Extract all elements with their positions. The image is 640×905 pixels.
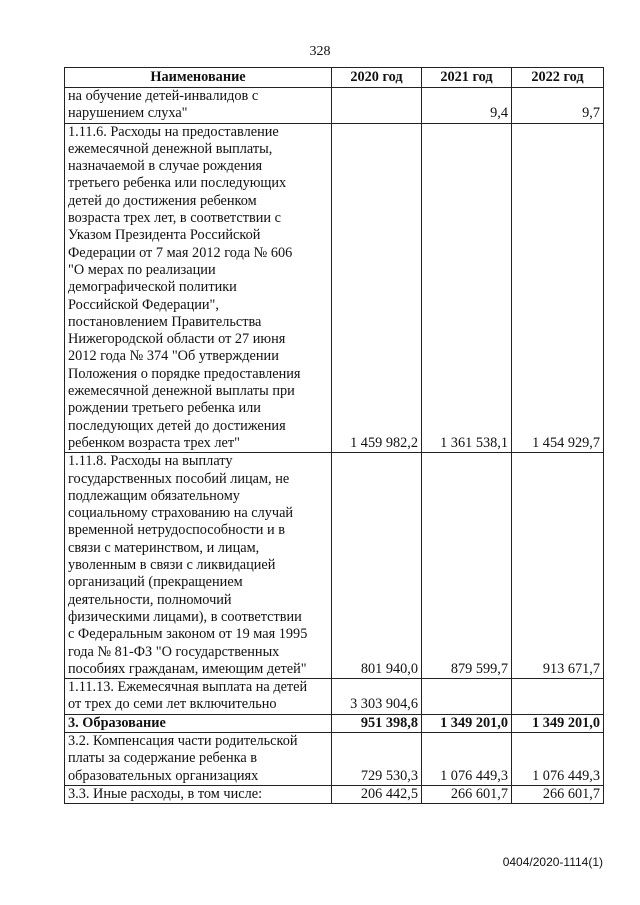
row-value-2020: 206 442,5 xyxy=(332,785,422,803)
row-value-2020: 1 459 982,2 xyxy=(332,123,422,453)
row-name-cell: 1.11.13. Ежемесячная выплата на детей от трех до семи лет включительно xyxy=(65,679,332,715)
row-value-2021: 1 349 201,0 xyxy=(422,714,512,732)
header-2021: 2021 год xyxy=(422,68,512,88)
row-value-2020: 729 530,3 xyxy=(332,732,422,785)
row-value-2022: 1 076 449,3 xyxy=(512,732,604,785)
budget-table xyxy=(64,67,604,804)
row-value-2022: 1 454 929,7 xyxy=(512,123,604,453)
row-name-cell: 3. Образование xyxy=(65,714,332,732)
row-value-2020: 801 940,0 xyxy=(332,453,422,679)
table-row xyxy=(65,453,604,679)
row-name-cell: 1.11.8. Расходы на выплату государственных пособий лицам, не подлежащим обязательному социальному страхованию на случай временной нетрудоспособности и в связи с материнством, и лицам, уволенным в связи с ликвидацией организаций (прекращением деятельности, полномочий физическими лицами), в соответствии с Федеральным законом от 19 мая 1995 года № 81-ФЗ "О государственных пособиях гражданам, имеющим детей" xyxy=(65,453,332,679)
table-row xyxy=(65,714,604,732)
row-value-2021: 1 361 538,1 xyxy=(422,123,512,453)
row-value-2022: 1 349 201,0 xyxy=(512,714,604,732)
row-value-2021: 9,4 xyxy=(422,88,512,124)
row-name-cell: на обучение детей-инвалидов с нарушением слуха" xyxy=(65,88,332,124)
row-value-2020 xyxy=(332,88,422,124)
table-row xyxy=(65,88,604,124)
row-name-cell: 3.2. Компенсация части родительской платы за содержание ребенка в образовательных организациях xyxy=(65,732,332,785)
row-value-2022: 266 601,7 xyxy=(512,785,604,803)
table-row xyxy=(65,123,604,453)
header-2022: 2022 год xyxy=(512,68,604,88)
table-header-row xyxy=(65,68,604,88)
row-value-2020: 951 398,8 xyxy=(332,714,422,732)
table-row xyxy=(65,732,604,785)
row-value-2022: 913 671,7 xyxy=(512,453,604,679)
table-row xyxy=(65,785,604,803)
row-value-2020: 3 303 904,6 xyxy=(332,679,422,715)
row-value-2021: 879 599,7 xyxy=(422,453,512,679)
row-value-2022 xyxy=(512,679,604,715)
header-name: Наименование xyxy=(65,68,332,88)
row-value-2021: 266 601,7 xyxy=(422,785,512,803)
table-row xyxy=(65,679,604,715)
row-value-2021 xyxy=(422,679,512,715)
header-2020: 2020 год xyxy=(332,68,422,88)
row-value-2021: 1 076 449,3 xyxy=(422,732,512,785)
row-name-cell: 1.11.6. Расходы на предоставление ежемесячной денежной выплаты, назначаемой в случае рождения третьего ребенка или последующих детей до достижения ребенком возраста трех лет, в соответствии с Указом Президента Российской Федерации от 7 мая 2012 года № 606 "О мерах по реализации демографической политики Российской Федерации", постановлением Правительства Нижегородской области от 27 июня 2012 года № 374 "Об утверждении Положения о порядке предоставления ежемесячной денежной выплаты при рождении третьего ребенка или последующих детей до достижения ребенком возраста трех лет" xyxy=(65,123,332,453)
row-name-cell: 3.3. Иные расходы, в том числе: xyxy=(65,785,332,803)
page-number: 328 xyxy=(309,44,331,59)
document-code: 0404/2020-1114(1) xyxy=(502,855,603,869)
row-value-2022: 9,7 xyxy=(512,88,604,124)
